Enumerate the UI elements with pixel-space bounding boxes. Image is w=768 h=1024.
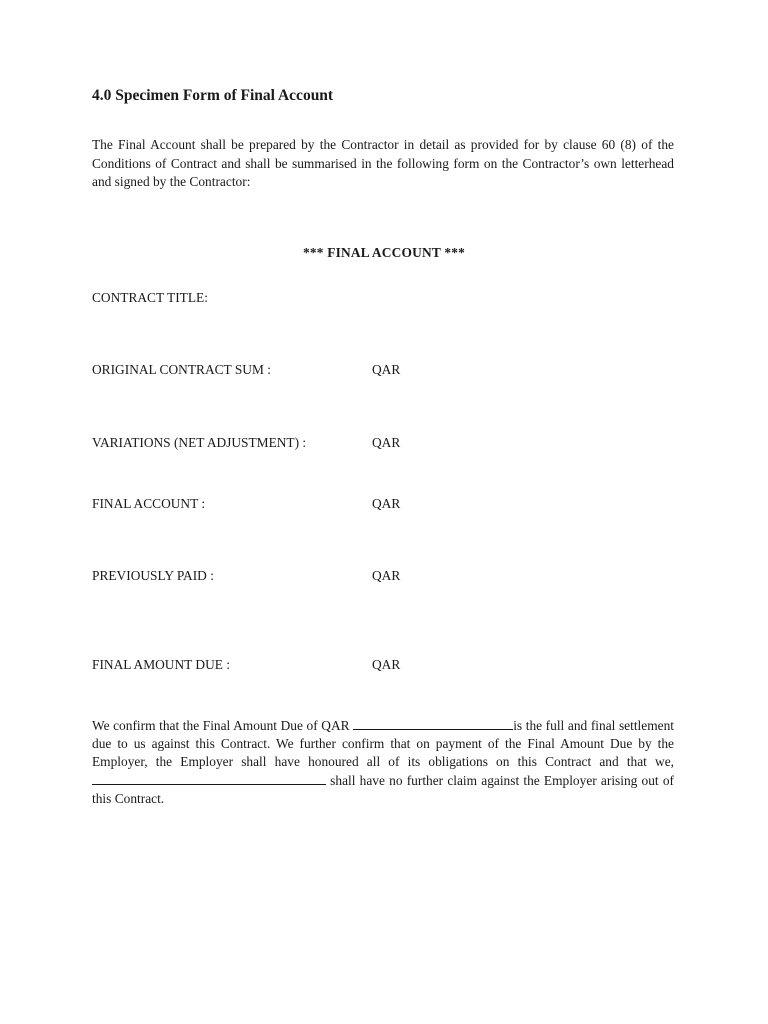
final-account-label: FINAL ACCOUNT : bbox=[92, 496, 206, 511]
final-account-currency: QAR bbox=[372, 496, 401, 511]
section-heading: 4.0 Specimen Form of Final Account bbox=[92, 87, 334, 104]
final-amount-due-currency: QAR bbox=[372, 657, 401, 672]
form-title: *** FINAL ACCOUNT *** bbox=[302, 245, 466, 260]
amount-blank-line bbox=[353, 717, 513, 730]
previously-paid-label: PREVIOUSLY PAID : bbox=[92, 568, 214, 583]
confirmation-paragraph bbox=[92, 717, 674, 808]
contractor-name-blank-line bbox=[92, 772, 326, 785]
intro-paragraph: The Final Account shall be prepared by the Contractor in detail as provided for by clause 60 (8) of the Conditions of Contract and shall be summarised in the following form on the Contractor’s own letterhead and signed by the Contractor: bbox=[92, 137, 674, 189]
contract-title-label: CONTRACT TITLE: bbox=[92, 290, 208, 305]
confirmation-text-part3: shall have no further claim against the Employer arising out of this Contract. bbox=[92, 772, 674, 806]
original-contract-sum-label: ORIGINAL CONTRACT SUM : bbox=[92, 362, 271, 377]
variations-currency: QAR bbox=[372, 435, 401, 450]
variations-label: VARIATIONS (NET ADJUSTMENT) : bbox=[92, 435, 307, 450]
confirmation-text-part2: is the full and final settlement due to us against this Contract. We further confirm that on payment of the Final Amount Due by the Employer, the Employer shall have honoured all of its obligations on this Contract and that we, bbox=[92, 718, 674, 770]
original-contract-sum-currency: QAR bbox=[372, 362, 401, 377]
final-amount-due-label: FINAL AMOUNT DUE : bbox=[92, 657, 230, 672]
previously-paid-currency: QAR bbox=[372, 568, 401, 583]
confirmation-text-part1: We confirm that the Final Amount Due of QAR bbox=[92, 718, 354, 733]
